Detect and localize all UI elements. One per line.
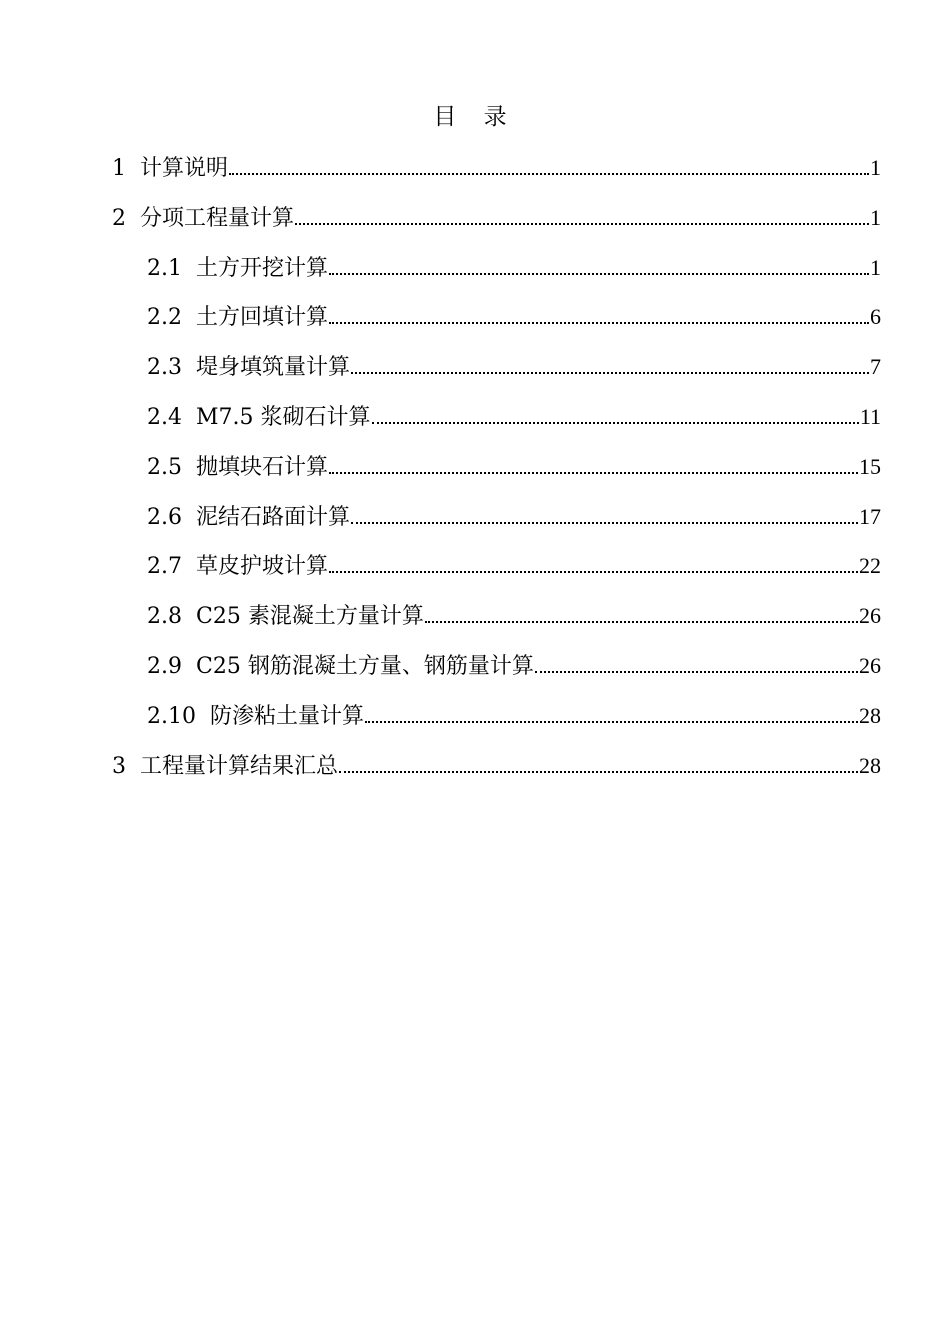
toc-dot-leader bbox=[295, 205, 869, 225]
toc-entry-number: 2.5 bbox=[147, 454, 182, 480]
toc-entry-label: 土方回填计算 bbox=[196, 305, 329, 331]
toc-entry-label: 抛填块石计算 bbox=[196, 454, 329, 480]
toc-entry-label: 计算说明 bbox=[140, 156, 229, 181]
toc-entry-label: 分项工程量计算 bbox=[140, 205, 295, 231]
toc-entry[interactable] bbox=[112, 701, 881, 751]
toc-entry-number: 2.10 bbox=[147, 703, 196, 729]
toc-entry-label: C25 钢筋混凝土方量、钢筋量计算 bbox=[196, 653, 534, 679]
toc-entry-label: 草皮护坡计算 bbox=[196, 554, 329, 580]
toc-dot-leader bbox=[535, 653, 858, 673]
toc-entry-number: 2.7 bbox=[147, 554, 182, 580]
toc-entry-number: 2.6 bbox=[147, 504, 182, 530]
toc-entry-number: 1 bbox=[112, 156, 126, 181]
toc-entry-label: C25 素混凝土方量计算 bbox=[196, 604, 424, 630]
toc-entry-number: 2.1 bbox=[147, 255, 182, 281]
toc-entry-number: 2.3 bbox=[147, 355, 182, 381]
toc-entry-number: 2 bbox=[112, 205, 126, 231]
toc-dot-leader bbox=[339, 753, 858, 773]
toc-entry-label: 泥结石路面计算 bbox=[196, 504, 351, 530]
toc-dot-leader bbox=[329, 304, 869, 324]
toc-dot-leader bbox=[329, 553, 858, 573]
toc-entry[interactable] bbox=[112, 651, 881, 701]
toc-title: 目 录 bbox=[433, 104, 517, 130]
toc-entry-page: 22 bbox=[859, 553, 881, 579]
toc-entry-label: 堤身填筑量计算 bbox=[196, 355, 351, 381]
toc-entry-page: 26 bbox=[859, 652, 881, 678]
toc-entry-page: 11 bbox=[859, 403, 881, 429]
toc-entry-page: 1 bbox=[870, 155, 881, 180]
toc-entry[interactable] bbox=[112, 402, 881, 452]
toc-entry-label: 工程量计算结果汇总 bbox=[140, 753, 339, 779]
toc-entry-page: 1 bbox=[870, 204, 881, 230]
toc-entry[interactable] bbox=[112, 352, 881, 402]
toc-entry[interactable] bbox=[112, 551, 881, 601]
toc-dot-leader bbox=[351, 354, 869, 374]
toc-entry-number: 3 bbox=[112, 753, 126, 779]
toc-entry[interactable] bbox=[112, 203, 881, 253]
toc-entry[interactable] bbox=[112, 751, 881, 801]
toc-dot-leader bbox=[425, 603, 858, 623]
toc-entry[interactable] bbox=[112, 601, 881, 651]
toc-entry-number: 2.2 bbox=[147, 305, 182, 331]
toc-entry-page: 7 bbox=[870, 354, 881, 380]
toc-entry-page: 1 bbox=[870, 254, 881, 280]
toc-entry[interactable] bbox=[112, 452, 881, 502]
toc-entry-number: 2.8 bbox=[147, 604, 182, 630]
toc-dot-leader bbox=[351, 504, 858, 524]
toc-entry-page: 6 bbox=[870, 304, 881, 330]
toc-list bbox=[112, 153, 881, 800]
toc-entry-page: 28 bbox=[859, 752, 881, 778]
toc-entry[interactable] bbox=[112, 153, 881, 203]
toc-dot-leader bbox=[365, 703, 858, 723]
toc-entry-number: 2.4 bbox=[147, 404, 182, 430]
toc-entry-page: 15 bbox=[859, 453, 881, 479]
toc-entry-label: 防渗粘土量计算 bbox=[209, 703, 364, 729]
toc-dot-leader bbox=[229, 155, 869, 175]
toc-entry[interactable] bbox=[112, 302, 881, 352]
toc-entry[interactable] bbox=[112, 502, 881, 552]
toc-entry-label: M7.5 浆砌石计算 bbox=[196, 404, 371, 430]
toc-entry-page: 26 bbox=[859, 603, 881, 629]
toc-dot-leader bbox=[329, 255, 869, 275]
toc-entry-label: 土方开挖计算 bbox=[196, 255, 329, 281]
toc-entry-number: 2.9 bbox=[147, 653, 182, 679]
toc-dot-leader bbox=[329, 454, 858, 474]
toc-entry[interactable] bbox=[112, 253, 881, 303]
toc-entry-page: 28 bbox=[859, 702, 881, 728]
toc-entry-page: 17 bbox=[859, 503, 881, 529]
toc-dot-leader bbox=[372, 404, 859, 424]
